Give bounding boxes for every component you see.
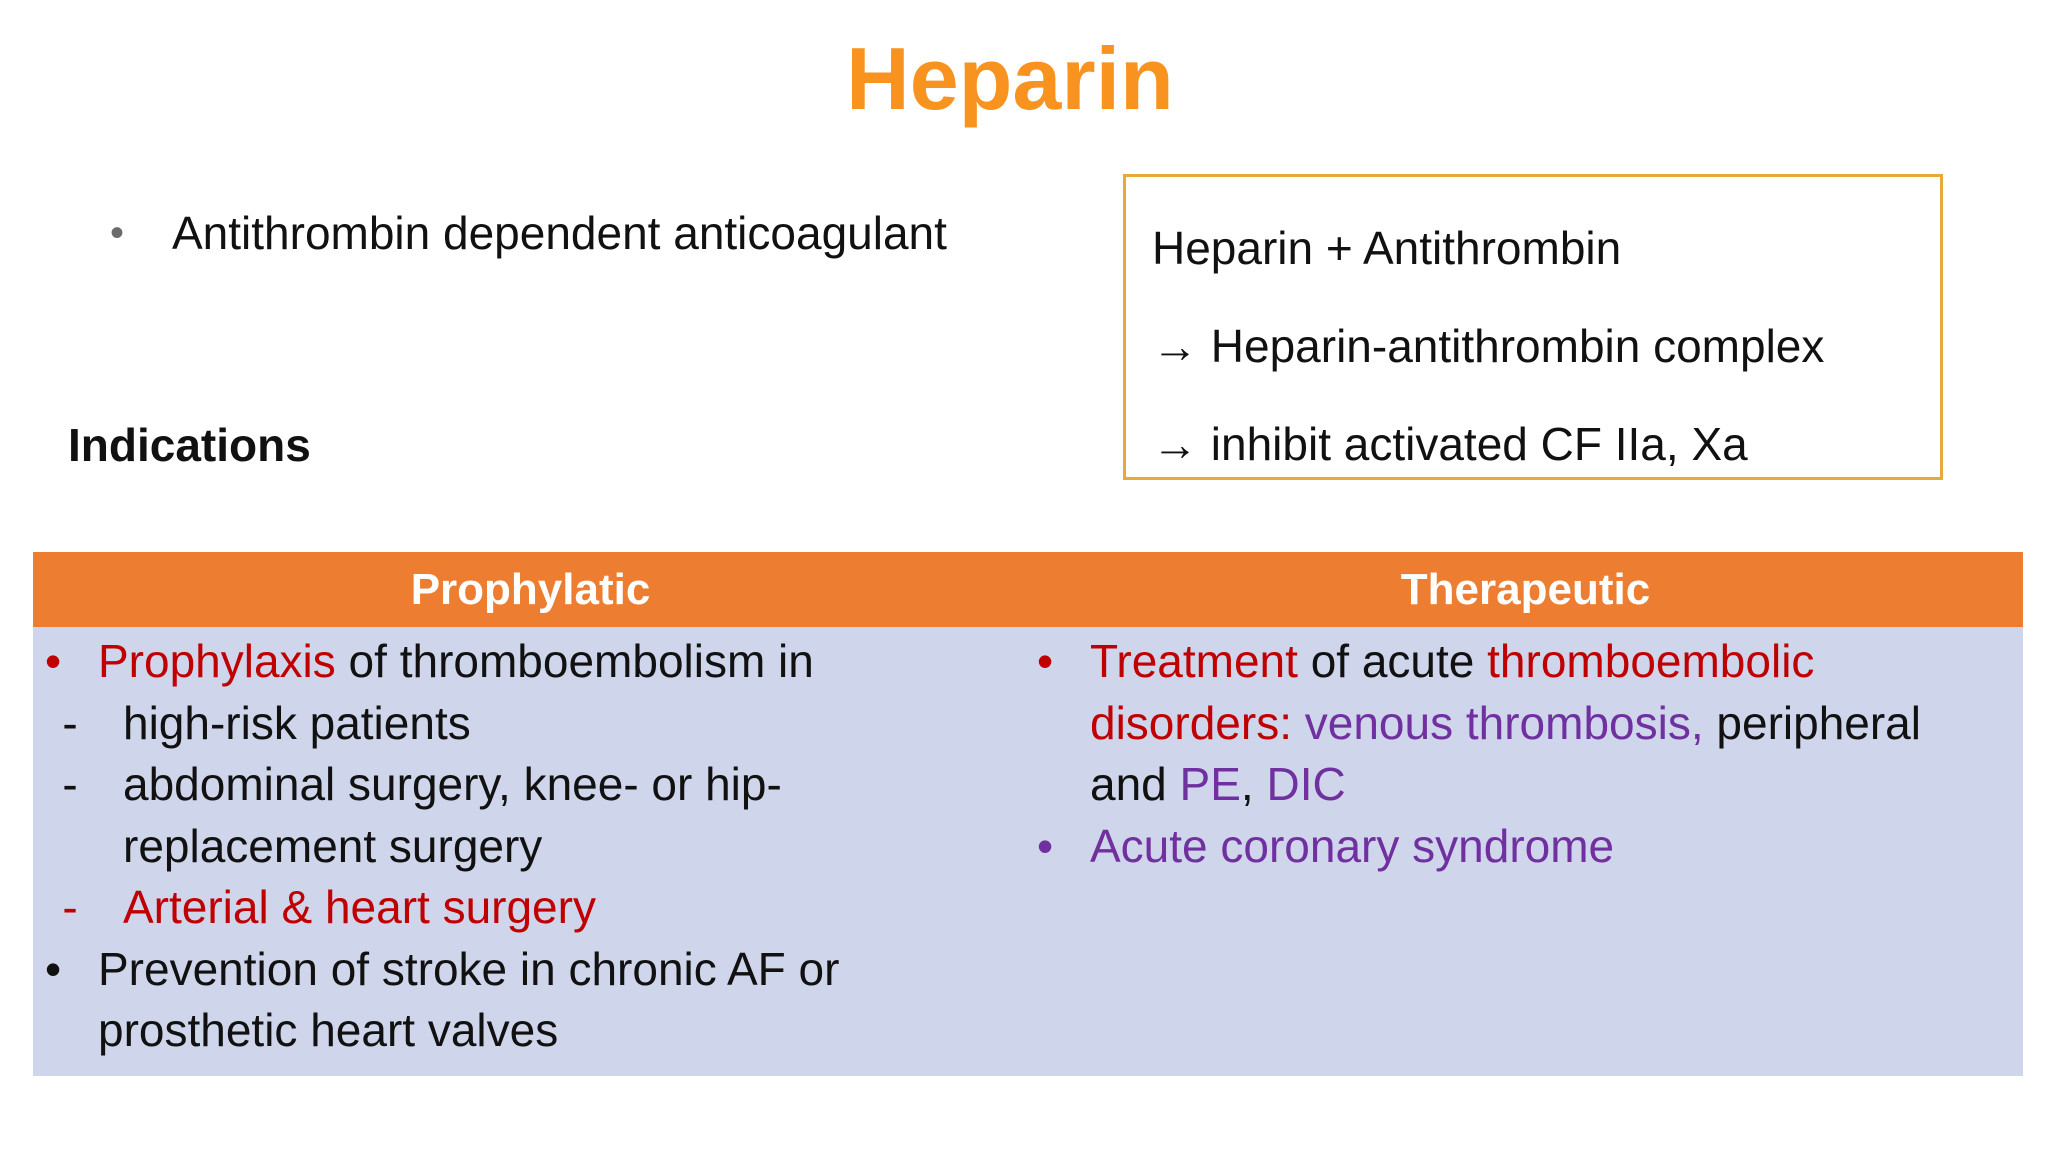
bullet-dot-icon: • xyxy=(44,942,62,995)
dic-keyword: DIC xyxy=(1266,758,1346,810)
bullet-dot-icon: • xyxy=(1036,819,1054,872)
list-item-text: , xyxy=(1240,758,1267,810)
intro-bullet-text: Antithrombin dependent anticoagulant xyxy=(172,207,947,259)
prophylaxis-keyword: Prophylaxis xyxy=(98,635,336,687)
indications-heading: Indications xyxy=(68,419,311,471)
bullet-dot-icon: • xyxy=(1036,635,1054,687)
list-item-text: of thromboembolism in xyxy=(335,635,814,687)
table-body xyxy=(33,627,2023,1076)
header-prophylactic: Prophylatic xyxy=(410,565,651,614)
dash-icon: - xyxy=(62,696,78,749)
list-item-text: of acute xyxy=(1297,635,1488,687)
prophylactic-column xyxy=(33,631,1023,1062)
venous-thrombosis-keyword: venous thrombosis, xyxy=(1304,696,1704,749)
indications-table xyxy=(33,552,2023,1076)
mechanism-line-3: → inhibit activated CF IIa, Xa xyxy=(1152,418,1748,470)
sub-list-item xyxy=(33,877,1023,939)
list-item-continuation xyxy=(1028,693,2023,755)
bullet-dot-icon: • xyxy=(44,635,62,687)
slide-title: Heparin xyxy=(846,29,1174,128)
list-item xyxy=(1028,816,2023,878)
table-header-row xyxy=(33,552,2023,627)
therapeutic-column xyxy=(1028,631,2023,877)
header-therapeutic: Therapeutic xyxy=(1400,565,1651,614)
treatment-keyword: Treatment xyxy=(1090,635,1298,687)
intro-bullet xyxy=(110,206,947,260)
sub-list-item xyxy=(33,693,1023,755)
list-item-text: peripheral xyxy=(1703,696,1921,749)
list-item-text: prosthetic heart valves xyxy=(98,1004,559,1056)
list-item-text: replacement surgery xyxy=(123,819,543,872)
list-item-continuation xyxy=(33,1000,1023,1062)
sub-list-item xyxy=(33,754,1023,816)
thromboembolic-keyword: thromboembolic xyxy=(1487,635,1815,687)
sub-list-item-continuation xyxy=(33,816,1023,878)
mechanism-box xyxy=(1123,174,1943,480)
bullet-dot-icon: • xyxy=(110,210,125,255)
list-item xyxy=(1028,631,2023,693)
list-item-continuation xyxy=(1028,754,2023,816)
dash-icon: - xyxy=(62,881,78,933)
list-item-text: Acute coronary syndrome xyxy=(1090,819,1615,872)
list-item xyxy=(33,631,1023,693)
list-item-text: and xyxy=(1090,758,1180,810)
disorders-keyword: disorders: xyxy=(1090,696,1305,749)
list-item-text: abdominal surgery, knee- or hip- xyxy=(123,758,782,810)
list-item-text: Prevention of stroke in chronic AF or xyxy=(98,942,840,995)
list-item-text: Arterial & heart surgery xyxy=(123,881,596,933)
list-item xyxy=(33,939,1023,1001)
dash-icon: - xyxy=(62,758,78,810)
mechanism-line-2: → Heparin-antithrombin complex xyxy=(1152,320,1825,372)
mechanism-line-1: Heparin + Antithrombin xyxy=(1152,222,1622,274)
pe-keyword: PE xyxy=(1179,758,1241,810)
list-item-text: high-risk patients xyxy=(123,696,471,749)
